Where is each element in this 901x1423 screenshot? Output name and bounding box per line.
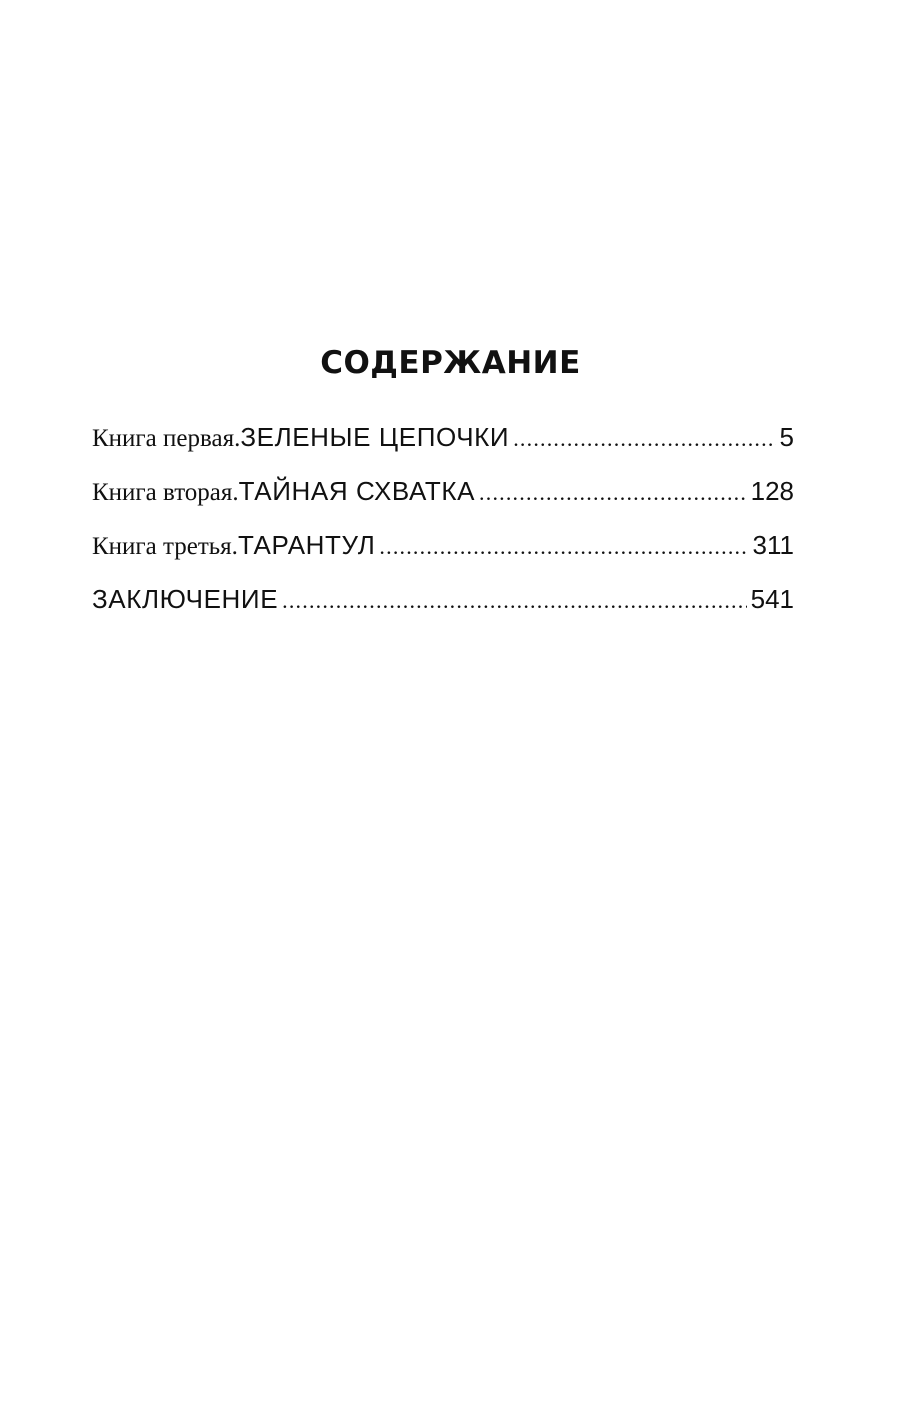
toc-entry bbox=[92, 530, 794, 584]
entry-page-number: 541 bbox=[750, 584, 794, 614]
table-of-contents bbox=[92, 422, 794, 638]
dot-leader bbox=[379, 534, 748, 560]
entry-prefix: Книга вторая. bbox=[92, 479, 239, 506]
entry-title: ЗАКЛЮЧЕНИЕ bbox=[92, 584, 279, 614]
entry-title: ТАЙНАЯ СХВАТКА bbox=[238, 476, 476, 506]
page-title: СОДЕРЖАНИЕ bbox=[320, 345, 581, 381]
dot-leader bbox=[282, 588, 746, 614]
entry-page-number: 5 bbox=[779, 422, 794, 452]
entry-page-number: 128 bbox=[750, 476, 794, 506]
entry-title: ЗЕЛЕНЫЕ ЦЕПОЧКИ bbox=[240, 422, 510, 452]
toc-entry bbox=[92, 584, 794, 638]
dot-leader bbox=[479, 480, 747, 506]
entry-title: ТАРАНТУЛ bbox=[237, 530, 376, 560]
entry-prefix: Книга третья. bbox=[92, 533, 238, 560]
entry-page-number: 311 bbox=[752, 530, 794, 560]
toc-entry bbox=[92, 476, 794, 530]
dot-leader bbox=[513, 426, 775, 452]
toc-entry bbox=[92, 422, 794, 476]
entry-prefix: Книга первая. bbox=[92, 425, 241, 452]
